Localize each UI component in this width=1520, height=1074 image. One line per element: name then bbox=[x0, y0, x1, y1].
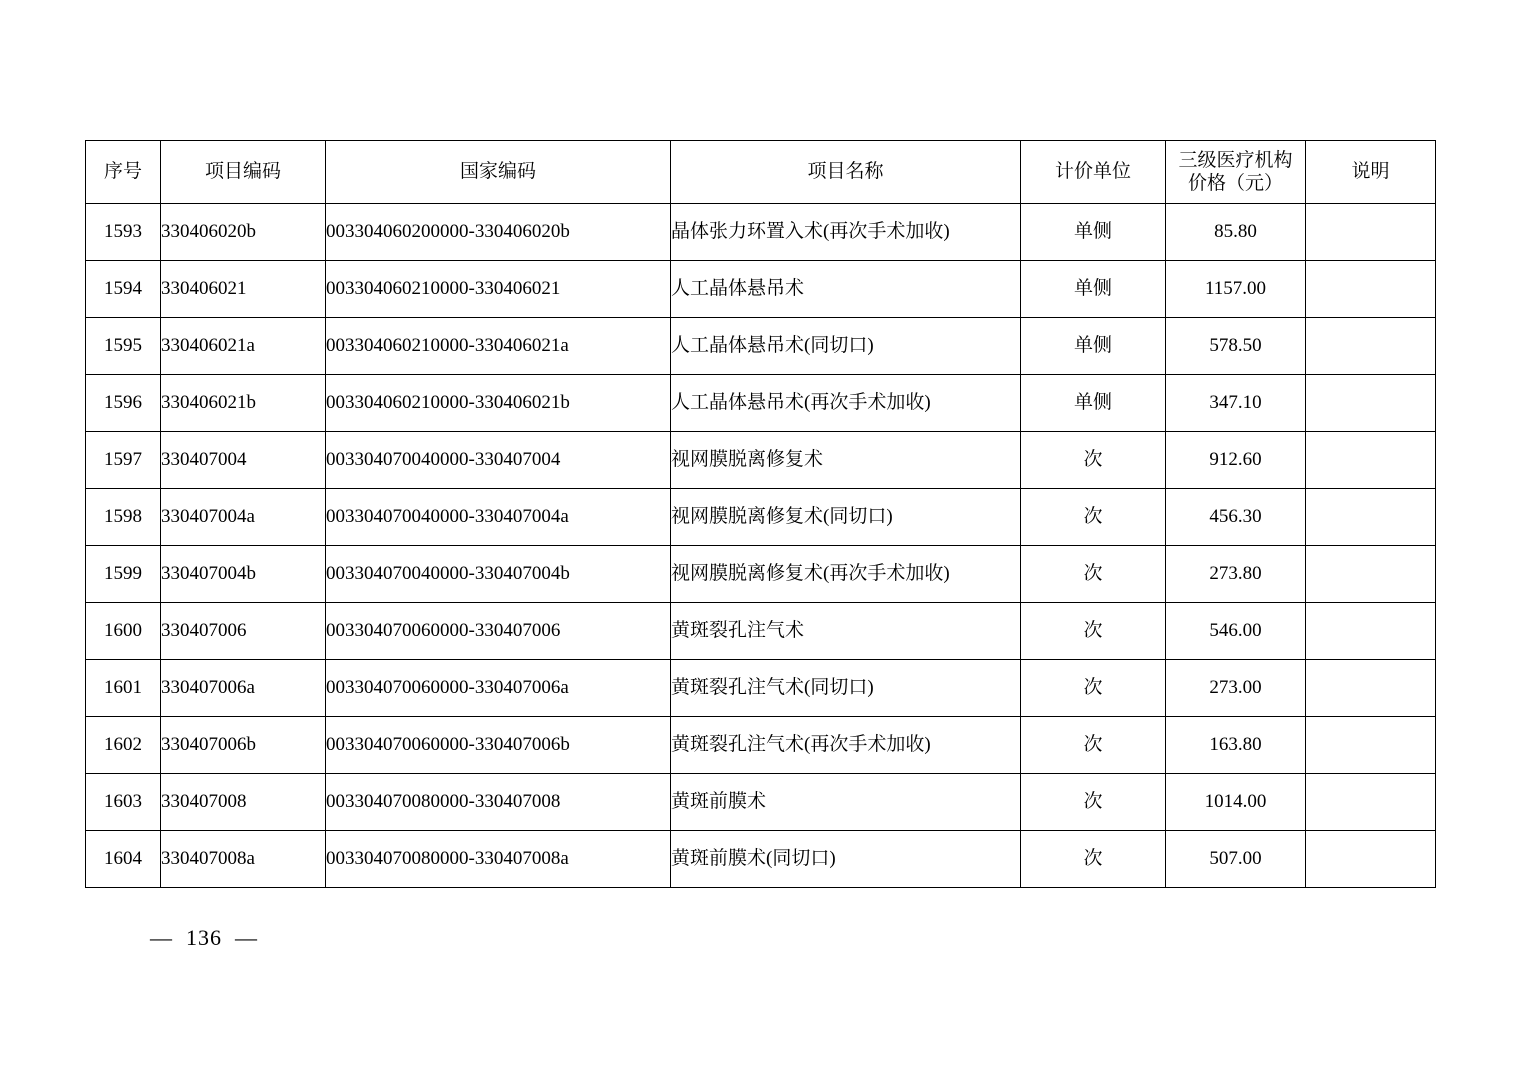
cell-price: 273.00 bbox=[1166, 660, 1306, 717]
cell-price: 912.60 bbox=[1166, 432, 1306, 489]
table-body bbox=[86, 204, 1436, 888]
table-row bbox=[86, 717, 1436, 774]
cell-unit: 次 bbox=[1021, 432, 1166, 489]
cell-note bbox=[1306, 774, 1436, 831]
header-label-national-code: 国家编码 bbox=[459, 161, 536, 183]
header-label-seq: 序号 bbox=[103, 161, 142, 183]
header-cell-price bbox=[1166, 141, 1306, 204]
cell-name: 黄斑裂孔注气术(同切口) bbox=[671, 660, 1021, 717]
header-cell-unit bbox=[1021, 141, 1166, 204]
cell-name: 黄斑前膜术 bbox=[671, 774, 1021, 831]
cell-national-code: 003304060210000-330406021 bbox=[326, 261, 671, 318]
cell-price: 456.30 bbox=[1166, 489, 1306, 546]
cell-note bbox=[1306, 375, 1436, 432]
header-cell-code bbox=[161, 141, 326, 204]
cell-note bbox=[1306, 261, 1436, 318]
table-row bbox=[86, 204, 1436, 261]
cell-seq: 1601 bbox=[86, 660, 161, 717]
table-row bbox=[86, 774, 1436, 831]
cell-unit: 次 bbox=[1021, 489, 1166, 546]
cell-code: 330406020b bbox=[161, 204, 326, 261]
cell-unit: 次 bbox=[1021, 831, 1166, 888]
table-row bbox=[86, 489, 1436, 546]
cell-name: 视网膜脱离修复术 bbox=[671, 432, 1021, 489]
cell-name: 黄斑前膜术(同切口) bbox=[671, 831, 1021, 888]
header-label-price-line1: 三级医疗机构 bbox=[1178, 149, 1293, 171]
table-row bbox=[86, 432, 1436, 489]
medical-price-table bbox=[85, 140, 1436, 888]
cell-name: 视网膜脱离修复术(再次手术加收) bbox=[671, 546, 1021, 603]
cell-unit: 次 bbox=[1021, 660, 1166, 717]
cell-national-code: 003304070060000-330407006a bbox=[326, 660, 671, 717]
cell-name: 人工晶体悬吊术(同切口) bbox=[671, 318, 1021, 375]
cell-code: 330407004 bbox=[161, 432, 326, 489]
cell-seq: 1593 bbox=[86, 204, 161, 261]
cell-unit: 次 bbox=[1021, 717, 1166, 774]
cell-code: 330407004b bbox=[161, 546, 326, 603]
cell-unit: 次 bbox=[1021, 603, 1166, 660]
cell-seq: 1594 bbox=[86, 261, 161, 318]
header-label-name: 项目名称 bbox=[807, 161, 884, 183]
cell-national-code: 003304070080000-330407008 bbox=[326, 774, 671, 831]
cell-national-code: 003304060210000-330406021a bbox=[326, 318, 671, 375]
cell-name: 黄斑裂孔注气术 bbox=[671, 603, 1021, 660]
cell-unit: 次 bbox=[1021, 546, 1166, 603]
header-label-price-line2: 价格（元） bbox=[1187, 173, 1283, 194]
cell-price: 347.10 bbox=[1166, 375, 1306, 432]
header-label-unit: 计价单位 bbox=[1054, 161, 1131, 183]
cell-code: 330406021a bbox=[161, 318, 326, 375]
cell-price: 163.80 bbox=[1166, 717, 1306, 774]
cell-price: 1014.00 bbox=[1166, 774, 1306, 831]
table-row bbox=[86, 831, 1436, 888]
cell-note bbox=[1306, 489, 1436, 546]
table-row bbox=[86, 603, 1436, 660]
cell-seq: 1599 bbox=[86, 546, 161, 603]
cell-price: 273.80 bbox=[1166, 546, 1306, 603]
cell-name: 人工晶体悬吊术(再次手术加收) bbox=[671, 375, 1021, 432]
cell-national-code: 003304070040000-330407004b bbox=[326, 546, 671, 603]
cell-code: 330407008a bbox=[161, 831, 326, 888]
cell-note bbox=[1306, 204, 1436, 261]
header-cell-seq bbox=[86, 141, 161, 204]
table-row bbox=[86, 546, 1436, 603]
cell-price: 1157.00 bbox=[1166, 261, 1306, 318]
cell-code: 330407006 bbox=[161, 603, 326, 660]
cell-seq: 1602 bbox=[86, 717, 161, 774]
cell-price: 85.80 bbox=[1166, 204, 1306, 261]
header-cell-note bbox=[1306, 141, 1436, 204]
cell-code: 330406021 bbox=[161, 261, 326, 318]
cell-seq: 1604 bbox=[86, 831, 161, 888]
cell-note bbox=[1306, 831, 1436, 888]
cell-note bbox=[1306, 432, 1436, 489]
cell-code: 330406021b bbox=[161, 375, 326, 432]
cell-unit: 单侧 bbox=[1021, 318, 1166, 375]
table-row bbox=[86, 375, 1436, 432]
cell-name: 人工晶体悬吊术 bbox=[671, 261, 1021, 318]
cell-code: 330407006b bbox=[161, 717, 326, 774]
page-number: — 136 — bbox=[150, 925, 258, 950]
cell-seq: 1595 bbox=[86, 318, 161, 375]
header-cell-national-code bbox=[326, 141, 671, 204]
cell-code: 330407006a bbox=[161, 660, 326, 717]
table-row bbox=[86, 318, 1436, 375]
cell-note bbox=[1306, 660, 1436, 717]
cell-unit: 单侧 bbox=[1021, 261, 1166, 318]
header-cell-name bbox=[671, 141, 1021, 204]
cell-name: 视网膜脱离修复术(同切口) bbox=[671, 489, 1021, 546]
table-row bbox=[86, 660, 1436, 717]
cell-national-code: 003304070060000-330407006 bbox=[326, 603, 671, 660]
cell-national-code: 003304070060000-330407006b bbox=[326, 717, 671, 774]
cell-price: 546.00 bbox=[1166, 603, 1306, 660]
cell-national-code: 003304070040000-330407004a bbox=[326, 489, 671, 546]
cell-seq: 1596 bbox=[86, 375, 161, 432]
table-row bbox=[86, 261, 1436, 318]
cell-seq: 1598 bbox=[86, 489, 161, 546]
cell-seq: 1603 bbox=[86, 774, 161, 831]
table-header bbox=[86, 141, 1436, 204]
cell-seq: 1600 bbox=[86, 603, 161, 660]
cell-note bbox=[1306, 717, 1436, 774]
cell-code: 330407008 bbox=[161, 774, 326, 831]
cell-note bbox=[1306, 546, 1436, 603]
header-label-note: 说明 bbox=[1351, 161, 1390, 183]
cell-name: 黄斑裂孔注气术(再次手术加收) bbox=[671, 717, 1021, 774]
cell-national-code: 003304060210000-330406021b bbox=[326, 375, 671, 432]
cell-price: 578.50 bbox=[1166, 318, 1306, 375]
cell-name: 晶体张力环置入术(再次手术加收) bbox=[671, 204, 1021, 261]
cell-note bbox=[1306, 318, 1436, 375]
cell-seq: 1597 bbox=[86, 432, 161, 489]
header-label-code: 项目编码 bbox=[204, 161, 281, 183]
header-row bbox=[86, 141, 1436, 204]
cell-national-code: 003304070080000-330407008a bbox=[326, 831, 671, 888]
cell-national-code: 003304060200000-330406020b bbox=[326, 204, 671, 261]
cell-price: 507.00 bbox=[1166, 831, 1306, 888]
cell-unit: 单侧 bbox=[1021, 375, 1166, 432]
cell-code: 330407004a bbox=[161, 489, 326, 546]
cell-unit: 单侧 bbox=[1021, 204, 1166, 261]
cell-national-code: 003304070040000-330407004 bbox=[326, 432, 671, 489]
cell-unit: 次 bbox=[1021, 774, 1166, 831]
cell-note bbox=[1306, 603, 1436, 660]
